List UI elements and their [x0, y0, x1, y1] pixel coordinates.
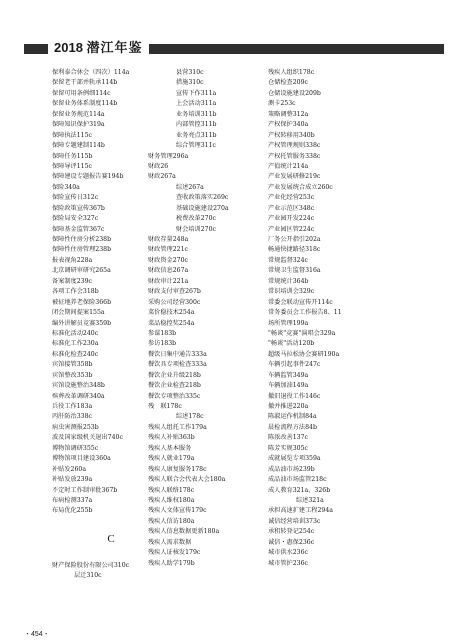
index-column-2: [148, 68, 288, 569]
index-entry: 措施310c: [176, 79, 204, 87]
index-entry: 产权保护340a: [268, 121, 309, 129]
page-number: ・454・: [24, 631, 50, 638]
index-entry: 产业示范区348c: [268, 204, 315, 212]
index-entry: 布病检测337a: [52, 496, 93, 504]
index-entry: 保障执法115c: [52, 131, 93, 139]
index-entry: 餐饮日集中通告333a: [148, 350, 207, 358]
index-entry: 宣传下作311a: [176, 89, 217, 97]
index-entry: 保障建设专题报告赛194b: [52, 173, 124, 181]
index-entry: 承租转登记254c: [268, 528, 315, 536]
index-entry: 餐饮具专项检查333a: [148, 361, 207, 369]
index-entry: 残疾人联络178c: [148, 486, 195, 494]
index-entry: 补贴发260a: [52, 465, 87, 473]
index-entry: 殡葬改革调研340a: [52, 392, 105, 400]
index-entry: 常规监督324c: [268, 256, 309, 264]
index-entry: 宾馆接管358b: [52, 361, 93, 369]
index-entry: 测卡253c: [268, 100, 296, 108]
index-entry: 残疾人文体宣传179c: [148, 507, 207, 515]
index-entry: 残疾人就业179a: [148, 455, 195, 463]
index-entry: 综述178c: [176, 413, 204, 421]
index-entry: 菜品稳控奖254a: [148, 319, 195, 327]
index-entry: 常务委员会工作报告8、11: [268, 309, 342, 317]
index-entry: 残疾人康复服务178c: [148, 465, 207, 473]
index-entry: 承担高速扩建工程294a: [268, 507, 333, 515]
index-entry: 残疾人联合会代表大会180a: [148, 476, 226, 484]
index-entry: 城市管护236c: [268, 559, 309, 567]
index-entry: 保障知识保护319a: [52, 121, 105, 129]
index-entry: 财会培训270c: [176, 225, 217, 233]
index-entry: 陈浓改善137c: [268, 434, 309, 442]
index-entry: 城市供水236c: [268, 549, 309, 557]
index-entry: 内部管控311b: [176, 121, 217, 129]
index-entry: 厂务公开指引202a: [268, 236, 321, 243]
index-entry: 北京调研审研究265a: [52, 267, 111, 275]
index-entry: 残 联178c: [148, 403, 182, 410]
index-entry: 常规统计364b: [268, 277, 309, 285]
index-entry: 博物馆项目建设360a: [52, 455, 111, 463]
index-entry: 残疾人证核发179c: [148, 549, 201, 557]
index-entry: 菜价稳技术254a: [148, 309, 195, 317]
index-entry: 保障专题建制114b: [52, 142, 105, 150]
index-entry: 层迁310c: [74, 572, 102, 580]
index-entry: 财政存量248a: [148, 236, 189, 243]
index-entry: 兵役工作183a: [52, 403, 93, 410]
index-entry: 仓储检查209c: [268, 79, 309, 87]
index-entry: 保留业务体系制度114b: [52, 100, 118, 108]
index-entry: 撤并推进220a: [268, 403, 309, 410]
index-entry: 策略调整312a: [268, 110, 309, 118]
index-entry: 参谋183b: [148, 329, 177, 337]
index-entry: 税费改革270c: [176, 215, 217, 223]
page-header: [0, 0, 468, 56]
index-entry: 各项工作会318b: [52, 288, 99, 296]
index-entry: 布局优化255b: [52, 507, 93, 515]
index-entry: 备案制度239c: [52, 277, 93, 285]
index-entry: 车辆加油149a: [268, 382, 309, 390]
index-entry: 标准化工作230a: [52, 340, 99, 348]
index-entry: 残疾人基本服务: [148, 444, 192, 452]
index-entry: 参访183b: [148, 340, 177, 348]
index-entry: 产权托管服务338c: [268, 152, 321, 160]
index-entry: 财政管理221c: [148, 246, 189, 254]
index-entry: 不定时工作制审批367b: [52, 486, 118, 494]
section-letter: C: [107, 532, 115, 545]
index-entry: 标准化活动240c: [52, 329, 99, 337]
index-entry: 财政资金270c: [148, 256, 189, 264]
index-entry: 县营310c: [176, 69, 204, 76]
index-entry: 基础设施建设270a: [176, 204, 229, 212]
index-entry: 诚信经营培训373c: [268, 517, 321, 525]
index-entry: 餐饮企业检查218b: [148, 382, 201, 390]
index-entry: 产业化经营253c: [268, 194, 315, 202]
index-entry: 财政267a: [148, 173, 176, 181]
index-entry: 补贴发放239a: [52, 476, 93, 484]
index-entry: 撤旧退役工作146c: [268, 392, 321, 400]
index-entry: 常识培训会329c: [268, 288, 315, 296]
index-entry: 查收政策落实269c: [176, 194, 229, 202]
index-entry: 保留可用条例细114c: [52, 89, 111, 97]
index-entry: 保障基金监管367c: [52, 225, 105, 233]
index-entry: 产业发展研修219c: [268, 173, 321, 181]
index-entry: 常委会联动宣传开114c: [268, 298, 333, 306]
index-entry: 车辆监管349a: [268, 371, 309, 379]
index-entry: 仓储设施建设209b: [268, 89, 321, 97]
index-entry: 宾馆设施整治348b: [52, 382, 105, 390]
index-entry: 残疾人补贴363b: [148, 434, 195, 442]
index-entry: 残疾人组托工作179a: [148, 423, 207, 431]
index-entry: 成就展览专项359a: [268, 455, 321, 463]
index-entry: 残疾人信访180a: [148, 517, 195, 525]
index-entry: 保留老干部并轨承114b: [52, 79, 118, 87]
index-entry: 财政26: [148, 162, 169, 170]
index-entry: 保险340a: [52, 183, 80, 191]
index-entry: 产业园区管224c: [268, 225, 315, 233]
index-entry: 残疾人助学179b: [148, 559, 195, 567]
index-entry: 晨检流程方法84b: [268, 423, 317, 431]
index-entry: 残疾人组织178c: [268, 69, 315, 76]
index-entry: 报表视角228a: [52, 256, 93, 264]
index-entry: 博物馆调研355c: [52, 444, 99, 452]
index-entry: 业务亮点311b: [176, 131, 217, 139]
index-column-3: [268, 68, 418, 569]
index-entry: 畅通快捷路径318c: [268, 246, 321, 254]
index-entry: 成人教育321a、326b: [268, 486, 331, 494]
index-entry: 业务培训311b: [176, 110, 217, 118]
index-entry: 残疾人需求数据: [148, 538, 192, 546]
index-entry: 场所管理199a: [268, 319, 309, 327]
index-entry: 超级马拉松协会赛研190a: [268, 350, 340, 358]
index-entry: 财政支付审查267b: [148, 288, 201, 296]
index-entry: 产权管理规则338c: [268, 142, 321, 150]
index-entry: 财产保险股份有限公司310c: [52, 561, 130, 569]
index-entry: 波及国家级机关退出740c: [52, 434, 123, 442]
index-entry: 被征地养老保险366b: [52, 298, 112, 306]
index-entry: 保险局安全327c: [52, 215, 99, 223]
index-entry: 保利泰合休会（四次）114a: [52, 69, 130, 76]
index-entry: "畅谈"竞赛"演唱会329a: [268, 329, 336, 337]
index-entry: 残疾人维权180a: [148, 496, 195, 504]
index-entry: 财政信息267a: [148, 267, 189, 275]
index-entry: 病虫害测报253b: [52, 423, 99, 431]
index-entry: 财务管理296a: [148, 152, 189, 160]
index-entry: 保障导评115c: [52, 162, 93, 170]
index-entry: 保留业务规范114a: [52, 110, 105, 118]
index-entry: 保障性住房管理238b: [52, 246, 112, 254]
index-entry: 产值统计214a: [268, 162, 309, 170]
index-entry: 上会活动311a: [176, 100, 217, 108]
index-entry: 产业发展统合成立260c: [268, 183, 333, 191]
index-entry: 保险政策宣传367b: [52, 204, 105, 212]
index-entry: 财政审计221a: [148, 277, 189, 285]
index-entry: 产权转移用340b: [268, 131, 315, 139]
index-entry: 车辆引起事件247c: [268, 361, 321, 369]
index-entry: 陈淑运作机制84a: [268, 413, 317, 421]
index-entry: 保险宣传日312c: [52, 194, 99, 202]
yearbook-title: [48, 38, 149, 58]
index-entry: "畅谈"活动120b: [268, 340, 315, 348]
index-entry: 丙肝防治338c: [52, 413, 93, 421]
year-label: 2018: [54, 40, 83, 55]
index-entry: 保障性住房分析238b: [52, 236, 112, 243]
index-entry: 采购公司经营300c: [148, 298, 201, 306]
yearbook-name: 潜江年鉴: [86, 40, 143, 55]
index-entry: 编外讲解员竞赛359b: [52, 319, 112, 327]
index-entry: 餐饮专项整治335c: [148, 392, 201, 400]
index-entry: 综合管理311c: [176, 142, 217, 150]
index-entry: 产业园开发224c: [268, 215, 315, 223]
index-entry: 标准化检查240c: [52, 350, 99, 358]
index-entry: 宾馆整改353b: [52, 371, 93, 379]
index-entry: 成品油市场239b: [268, 465, 315, 473]
index-entry: 常规卫生监督316a: [268, 267, 321, 275]
index-entry: 陈芳实规305c: [268, 444, 309, 452]
index-entry: 保障任务115b: [52, 152, 93, 160]
index-entry: 餐饮企业升级218b: [148, 371, 201, 379]
index-entry: 综述267a: [176, 183, 204, 191]
index-entry: 闭会期间提案155a: [52, 309, 105, 317]
index-entry: 综述321a: [296, 496, 324, 504]
index-entry: 诚信・惠保236c: [268, 538, 315, 546]
index-entry: 成品油市场监管218c: [268, 476, 327, 484]
index-entry: 残疾人信息数据更新180a: [148, 528, 220, 536]
